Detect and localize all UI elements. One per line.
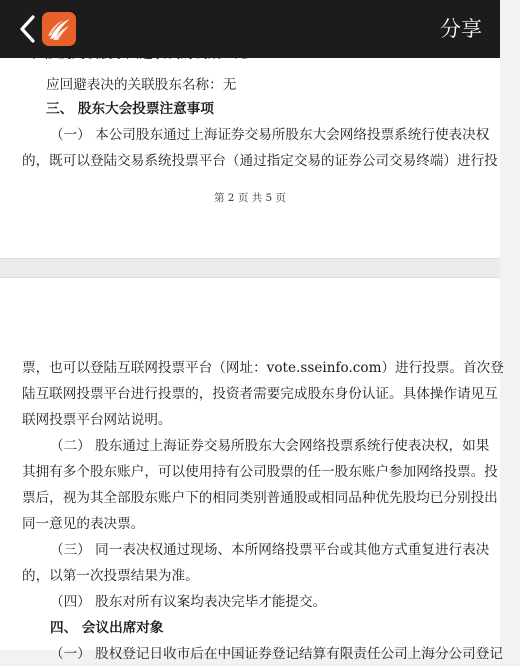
page2-line-2: 陆互联网投票平台进行投票的，投资者需要完成股东身份认证。具体操作请见互 xyxy=(22,386,498,402)
page2-line-1: 票，也可以登陆互联网投票平台（网址：vote.sseinfo.com）进行投票。首次登 xyxy=(22,360,504,376)
page-footer: 第 2 页 共 5 页 xyxy=(213,192,287,204)
section-heading-3: 三、 股东大会投票注意事项 xyxy=(46,101,214,117)
page2-line-12: （一） 股权登记日收市后在中国证券登记结算有限责任公司上海分公司登记 xyxy=(50,646,503,662)
chevron-left-icon xyxy=(18,14,36,44)
page-separator xyxy=(0,258,500,278)
page1-line-2: 应回避表决的关联股东名称：无 xyxy=(46,77,237,93)
app-logo xyxy=(42,12,76,46)
back-button[interactable] xyxy=(12,12,42,46)
page2-line-6: 票后，视为其全部股东账户下的相同类别普通股或相同品种优先股均已分别投出 xyxy=(22,490,498,506)
top-bar xyxy=(0,0,500,58)
document-page-3 xyxy=(0,278,504,662)
page1-line-4: （一） 本公司股东通过上海证券交易所股东大会网络投票系统行使表决权 xyxy=(50,127,490,143)
page2-line-4: （二） 股东通过上海证券交易所股东大会网络投票系统行使表决权，如果 xyxy=(50,438,490,454)
app-logo-icon xyxy=(42,12,76,46)
section-heading-4: 四、 会议出席对象 xyxy=(50,620,164,636)
page2-line-3: 联网投票平台网站说明。 xyxy=(22,412,172,428)
page2-line-8: （三） 同一表决权通过现场、本所网络投票平台或其他方式重复进行表决 xyxy=(50,542,490,558)
page2-line-9: 的，以第一次投票结果为准。 xyxy=(22,568,199,584)
page2-line-7: 同一意见的表决票。 xyxy=(22,516,145,532)
page1-line-5: 的，既可以登陆交易系统投票平台（通过指定交易的证券公司交易终端）进行投 xyxy=(22,153,498,169)
page2-line-10: （四） 股东对所有议案均表决完毕才能提交。 xyxy=(50,594,327,610)
share-button[interactable]: 分享 xyxy=(440,17,482,41)
page2-line-5: 其拥有多个股东账户，可以使用持有公司股票的任一股东账户参加网络投票。投 xyxy=(22,464,498,480)
